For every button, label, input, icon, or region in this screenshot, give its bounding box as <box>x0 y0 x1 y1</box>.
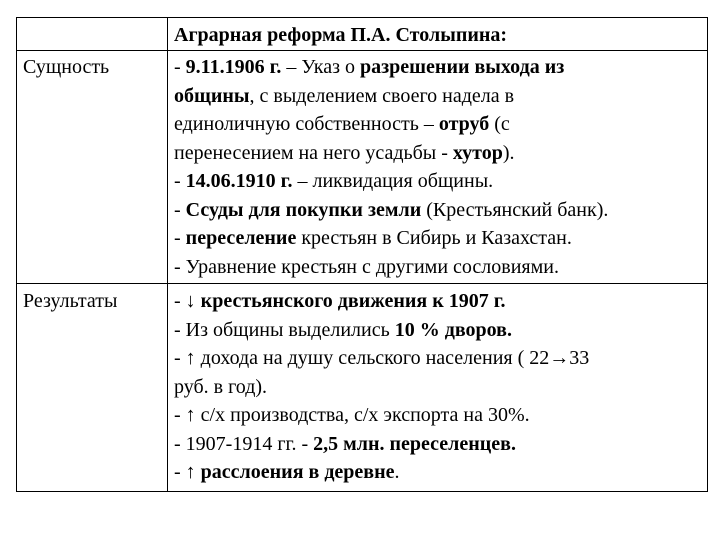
table-title: Аграрная реформа П.А. Столыпина: <box>168 18 708 51</box>
bold-text: 10 % дворов. <box>394 318 512 341</box>
text-segment: . <box>394 461 400 483</box>
content-line <box>174 167 703 196</box>
content-line <box>174 82 703 111</box>
reform-table <box>16 17 708 492</box>
content-line <box>174 253 703 282</box>
text-segment: - ↑ дохода на душу сельского населения ( 22→33 <box>174 347 590 369</box>
text-segment: - ↓ <box>174 290 201 312</box>
essence-row <box>17 51 708 284</box>
bold-text: расслоения в деревне <box>200 461 395 483</box>
text-segment: (Крестьянский банк). <box>421 198 609 221</box>
content-line <box>174 287 703 316</box>
bold-text: Ссуды для покупки земли <box>185 198 422 221</box>
content-line <box>174 110 703 139</box>
results-content <box>168 284 708 492</box>
text-segment: - <box>174 198 186 221</box>
content-line <box>174 373 703 402</box>
text-segment: - <box>174 170 186 192</box>
text-segment: - Уравнение крестьян с другими сословиями. <box>174 255 559 278</box>
text-segment: – ликвидация общины. <box>292 170 494 192</box>
text-segment: – Указ о <box>281 56 360 78</box>
bold-text: 2,5 млн. переселенцев. <box>313 432 516 455</box>
text-segment: - ↑ <box>174 461 201 483</box>
content-line <box>174 53 703 82</box>
text-segment: (с <box>489 113 510 135</box>
bold-text: переселение <box>185 227 297 249</box>
text-segment: , с выделением своего надела в <box>249 84 515 107</box>
bold-text: разрешении выхода из <box>360 56 565 78</box>
bold-text: отруб <box>438 113 490 135</box>
bold-text: общины <box>174 84 250 107</box>
content-line <box>174 224 703 253</box>
results-label: Результаты <box>17 284 168 492</box>
text-segment: - <box>174 227 186 249</box>
content-line <box>174 196 703 225</box>
text-segment: - <box>174 56 186 78</box>
text-segment: ). <box>502 141 515 164</box>
content-line <box>174 344 703 373</box>
text-segment: перенесением на него усадьбы - <box>174 141 453 164</box>
text-segment: единоличную собственность – <box>174 113 439 135</box>
content-line <box>174 316 703 345</box>
text-segment: руб. в год). <box>174 375 268 398</box>
content-line <box>174 139 703 168</box>
header-row <box>17 18 708 51</box>
text-segment: - ↑ с/х производства, с/х экспорта на 30%. <box>174 404 530 426</box>
content-line <box>174 401 703 430</box>
text-segment: - 1907-1914 гг. - <box>174 432 314 455</box>
text-segment: - Из общины выделились <box>174 318 395 341</box>
content-line <box>174 458 703 487</box>
bold-text: 9.11.1906 г. <box>185 56 282 78</box>
header-empty-cell <box>17 18 168 51</box>
essence-content <box>168 51 708 284</box>
essence-label: Сущность <box>17 51 168 284</box>
bold-text: хутор <box>452 141 503 164</box>
content-line <box>174 430 703 459</box>
text-segment: крестьян в Сибирь и Казахстан. <box>296 227 572 249</box>
bold-text: 14.06.1910 г. <box>185 170 293 192</box>
bold-text: крестьянского движения к 1907 г. <box>200 290 506 312</box>
results-row <box>17 284 708 492</box>
